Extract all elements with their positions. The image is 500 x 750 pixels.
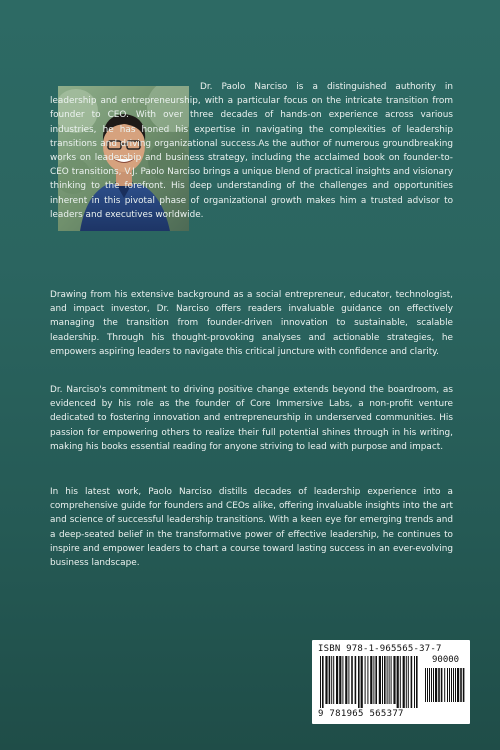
supplement-code: 90000 xyxy=(432,655,460,665)
bio-paragraph-4: In his latest work, Paolo Narciso distills decades of leadership experience into a comprehensive guide for founders and CEOs alike, offering invaluable insights into the art and science of successful leadership transitions. With a keen eye for emerging trends and a deep-seated belief in the transformative power of effective leadership, he continues to inspire and empower leaders to chart a course toward lasting success in an ever-evolving business landscape. xyxy=(50,487,453,569)
supplement-barcode-icon xyxy=(425,668,465,708)
bio-paragraph-2: Drawing from his extensive background as a social entrepreneur, educator, technologist, and impact investor, Dr. Narciso offers readers invaluable guidance on effectively managing the transition from founder-driven innovation to sustainable, scalable leadership. Through his thought-provoking analyses and actionable strategies, he empowers aspiring leaders to navigate this critical juncture with confidence and clarity. xyxy=(50,290,453,357)
bio-paragraph-1: Dr. Paolo Narciso is a distinguished authority in leadership and entrepreneurship, with a particular focus on the intricate transition from founder to CEO. With over three decades of hands-on experience across various industries, he has honed his expertise in navigating the complexities of leadership transitions and driving organizational success.As the author of numerous groundbreaking works on leadership and business strategy, including the acclaimed book on founder-to-CEO transitions, V.J. Paolo Narciso brings a unique blend of practical insights and visionary thinking to the forefront. His deep understanding of the challenges and opportunities inherent in this pivotal phase of organizational growth makes him a trusted advisor to leaders and executives worldwide. xyxy=(50,82,453,220)
barcode-digits: 9 781965 565377 xyxy=(318,709,404,719)
isbn-barcode-icon xyxy=(320,656,420,708)
bio-paragraph-3: Dr. Narciso's commitment to driving positive change extends beyond the boardroom, as evidenced by his role as the founder of Core Immersive Labs, a non-profit venture dedicated to fostering innovation and entrepreneurship in underserved communities. His passion for empowering others to realize their full potential shines through in his writing, making his books essential reading for anyone striving to lead with purpose and impact. xyxy=(50,385,453,452)
isbn-label: ISBN 978-1-965565-37-7 xyxy=(318,644,442,654)
isbn-barcode xyxy=(312,640,470,724)
